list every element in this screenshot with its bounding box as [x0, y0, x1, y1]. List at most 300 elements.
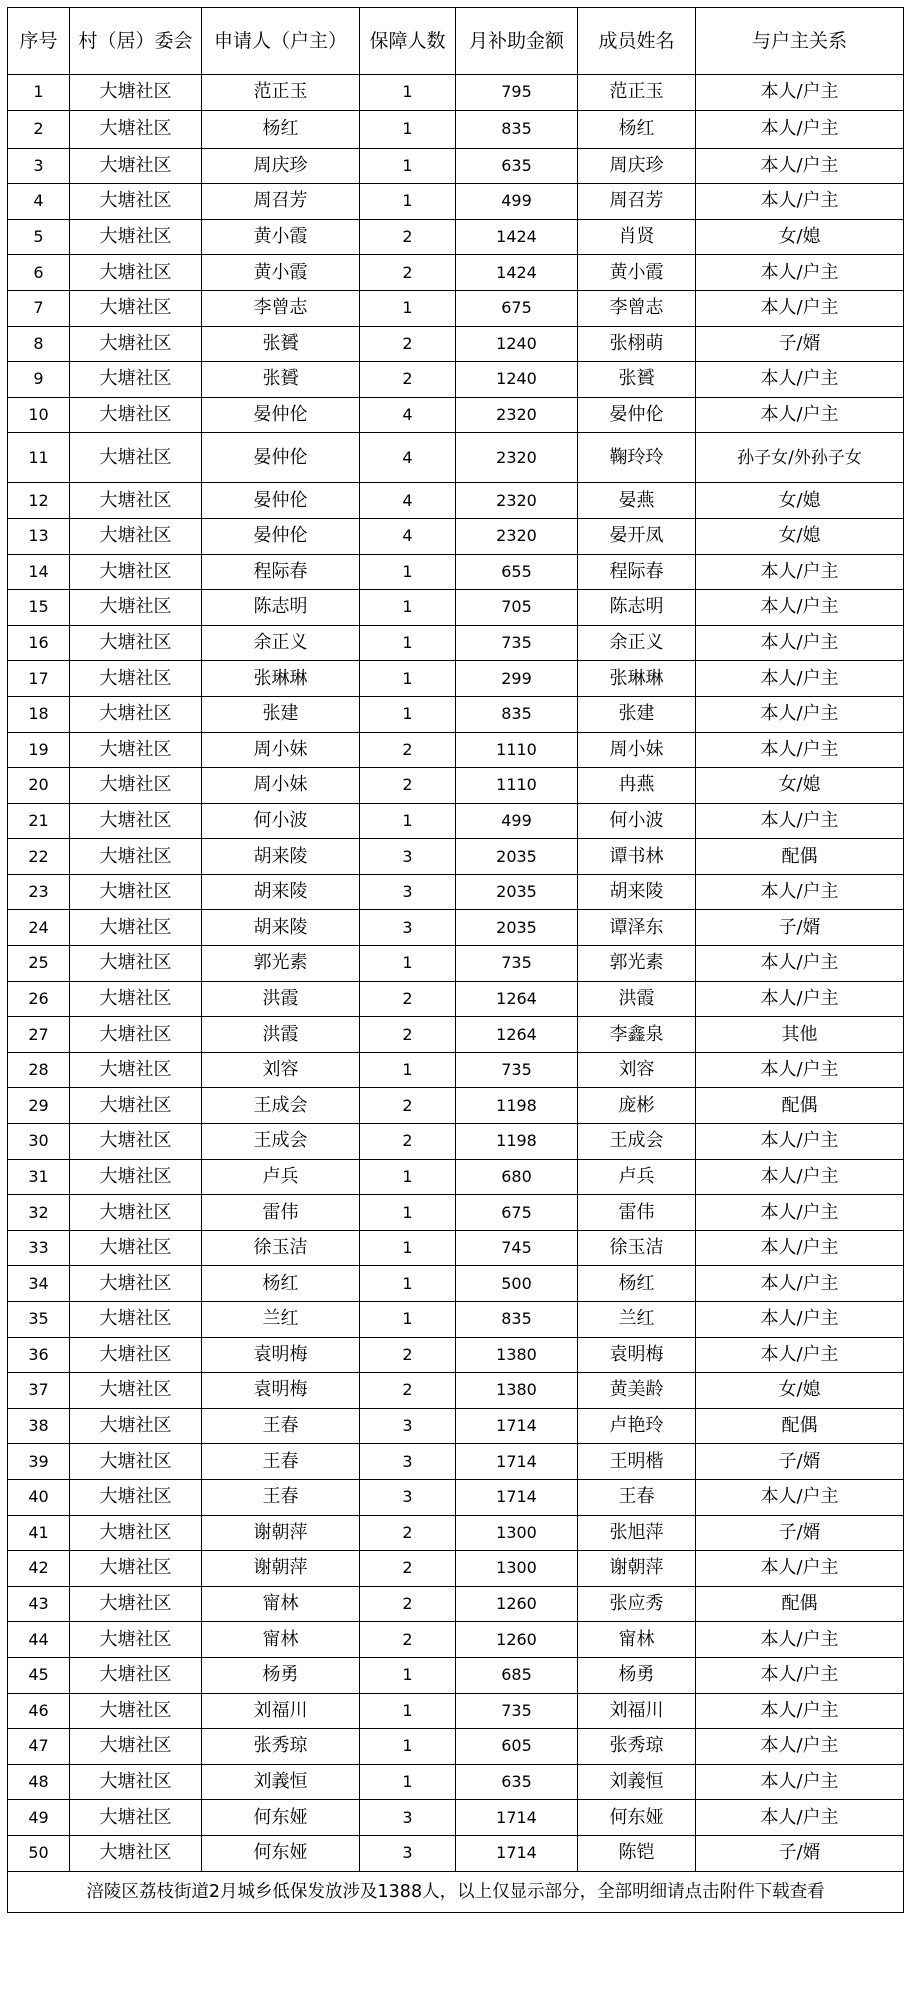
- table-row: [8, 1622, 904, 1658]
- cell-applicant: 袁明梅: [202, 1337, 360, 1373]
- cell-applicant: 周小妹: [202, 732, 360, 768]
- cell-member-name: 杨红: [578, 1266, 696, 1302]
- table-row: [8, 433, 904, 483]
- cell-applicant: 周召芳: [202, 184, 360, 220]
- cell-persons: 1: [360, 554, 456, 590]
- cell-persons: 1: [360, 184, 456, 220]
- cell-applicant: 兰红: [202, 1302, 360, 1338]
- table-row: [8, 1373, 904, 1409]
- cell-applicant: 王成会: [202, 1088, 360, 1124]
- cell-index: 42: [8, 1551, 70, 1587]
- cell-applicant: 胡来陵: [202, 910, 360, 946]
- table-body: [8, 75, 904, 1872]
- cell-committee: 大塘社区: [70, 1622, 202, 1658]
- table-row: [8, 518, 904, 554]
- cell-index: 46: [8, 1693, 70, 1729]
- cell-applicant: 王成会: [202, 1124, 360, 1160]
- table-row: [8, 1586, 904, 1622]
- cell-persons: 4: [360, 397, 456, 433]
- cell-applicant: 王春: [202, 1444, 360, 1480]
- cell-persons: 2: [360, 362, 456, 398]
- cell-index: 44: [8, 1622, 70, 1658]
- header-index: 序号: [8, 8, 70, 75]
- cell-member-name: 张栩萌: [578, 326, 696, 362]
- cell-committee: 大塘社区: [70, 1230, 202, 1266]
- cell-persons: 3: [360, 1444, 456, 1480]
- cell-relationship: 配偶: [696, 839, 904, 875]
- cell-committee: 大塘社区: [70, 1266, 202, 1302]
- cell-monthly-amount: 745: [456, 1230, 578, 1266]
- table-row: [8, 981, 904, 1017]
- cell-monthly-amount: 2035: [456, 839, 578, 875]
- cell-index: 32: [8, 1195, 70, 1231]
- cell-relationship: 本人/户主: [696, 1551, 904, 1587]
- cell-committee: 大塘社区: [70, 1337, 202, 1373]
- cell-committee: 大塘社区: [70, 290, 202, 326]
- cell-member-name: 杨勇: [578, 1657, 696, 1693]
- cell-relationship: 子/婿: [696, 1835, 904, 1871]
- cell-monthly-amount: 1380: [456, 1373, 578, 1409]
- cell-member-name: 卢兵: [578, 1159, 696, 1195]
- cell-relationship: 本人/户主: [696, 1337, 904, 1373]
- table-row: [8, 184, 904, 220]
- cell-committee: 大塘社区: [70, 1800, 202, 1836]
- cell-relationship: 本人/户主: [696, 981, 904, 1017]
- table-row: [8, 554, 904, 590]
- table-row: [8, 839, 904, 875]
- cell-persons: 4: [360, 483, 456, 519]
- cell-index: 27: [8, 1017, 70, 1053]
- cell-persons: 3: [360, 1479, 456, 1515]
- cell-relationship: 本人/户主: [696, 661, 904, 697]
- cell-monthly-amount: 2320: [456, 483, 578, 519]
- cell-relationship: 子/婿: [696, 1444, 904, 1480]
- table-row: [8, 483, 904, 519]
- table-row: [8, 946, 904, 982]
- cell-committee: 大塘社区: [70, 625, 202, 661]
- cell-relationship: 本人/户主: [696, 1622, 904, 1658]
- cell-relationship: 本人/户主: [696, 590, 904, 626]
- cell-persons: 1: [360, 1302, 456, 1338]
- table-row: [8, 1159, 904, 1195]
- cell-relationship: 本人/户主: [696, 75, 904, 111]
- cell-relationship: 本人/户主: [696, 1266, 904, 1302]
- cell-persons: 2: [360, 1622, 456, 1658]
- cell-monthly-amount: 1264: [456, 981, 578, 1017]
- cell-member-name: 谭泽东: [578, 910, 696, 946]
- cell-monthly-amount: 1714: [456, 1479, 578, 1515]
- table-row: [8, 1551, 904, 1587]
- cell-persons: 1: [360, 696, 456, 732]
- cell-relationship: 本人/户主: [696, 110, 904, 148]
- cell-index: 22: [8, 839, 70, 875]
- table-row: [8, 362, 904, 398]
- table-row: [8, 1195, 904, 1231]
- cell-index: 48: [8, 1764, 70, 1800]
- cell-committee: 大塘社区: [70, 184, 202, 220]
- cell-applicant: 张建: [202, 696, 360, 732]
- cell-member-name: 刘福川: [578, 1693, 696, 1729]
- table-row: [8, 625, 904, 661]
- cell-index: 45: [8, 1657, 70, 1693]
- cell-member-name: 张贇: [578, 362, 696, 398]
- cell-committee: 大塘社区: [70, 661, 202, 697]
- table-row: [8, 1444, 904, 1480]
- cell-applicant: 徐玉洁: [202, 1230, 360, 1266]
- cell-committee: 大塘社区: [70, 1551, 202, 1587]
- cell-relationship: 子/婿: [696, 326, 904, 362]
- cell-applicant: 刘義恒: [202, 1764, 360, 1800]
- cell-monthly-amount: 735: [456, 625, 578, 661]
- cell-monthly-amount: 299: [456, 661, 578, 697]
- cell-index: 12: [8, 483, 70, 519]
- cell-committee: 大塘社区: [70, 518, 202, 554]
- cell-applicant: 张贇: [202, 362, 360, 398]
- cell-applicant: 杨红: [202, 1266, 360, 1302]
- cell-persons: 2: [360, 732, 456, 768]
- cell-member-name: 李鑫泉: [578, 1017, 696, 1053]
- table-row: [8, 110, 904, 148]
- cell-member-name: 张建: [578, 696, 696, 732]
- cell-persons: 2: [360, 1124, 456, 1160]
- cell-monthly-amount: 500: [456, 1266, 578, 1302]
- cell-monthly-amount: 1714: [456, 1444, 578, 1480]
- cell-index: 33: [8, 1230, 70, 1266]
- cell-relationship: 本人/户主: [696, 1693, 904, 1729]
- cell-index: 17: [8, 661, 70, 697]
- cell-committee: 大塘社区: [70, 1408, 202, 1444]
- cell-applicant: 袁明梅: [202, 1373, 360, 1409]
- cell-applicant: 王春: [202, 1479, 360, 1515]
- cell-member-name: 胡来陵: [578, 874, 696, 910]
- cell-monthly-amount: 685: [456, 1657, 578, 1693]
- cell-monthly-amount: 835: [456, 696, 578, 732]
- cell-member-name: 雷伟: [578, 1195, 696, 1231]
- cell-relationship: 本人/户主: [696, 1195, 904, 1231]
- cell-committee: 大塘社区: [70, 910, 202, 946]
- table-row: [8, 1052, 904, 1088]
- table-row: [8, 290, 904, 326]
- cell-applicant: 张琳琳: [202, 661, 360, 697]
- cell-applicant: 洪霞: [202, 1017, 360, 1053]
- cell-relationship: 本人/户主: [696, 397, 904, 433]
- cell-index: 31: [8, 1159, 70, 1195]
- cell-monthly-amount: 705: [456, 590, 578, 626]
- cell-relationship: 女/媳: [696, 219, 904, 255]
- cell-committee: 大塘社区: [70, 1657, 202, 1693]
- cell-committee: 大塘社区: [70, 590, 202, 626]
- cell-committee: 大塘社区: [70, 874, 202, 910]
- cell-relationship: 孙子女/外孙子女: [696, 433, 904, 483]
- footer-note: 涪陵区荔枝街道2月城乡低保发放涉及1388人，以上仅显示部分，全部明细请点击附件下载查看: [8, 1871, 904, 1912]
- cell-monthly-amount: 1300: [456, 1515, 578, 1551]
- cell-member-name: 张旭萍: [578, 1515, 696, 1551]
- cell-monthly-amount: 1380: [456, 1337, 578, 1373]
- cell-committee: 大塘社区: [70, 1195, 202, 1231]
- subsidy-roster-table: [7, 7, 904, 1913]
- cell-member-name: 杨红: [578, 110, 696, 148]
- cell-committee: 大塘社区: [70, 326, 202, 362]
- cell-monthly-amount: 795: [456, 75, 578, 111]
- cell-relationship: 女/媳: [696, 518, 904, 554]
- cell-applicant: 陈志明: [202, 590, 360, 626]
- cell-member-name: 周小妹: [578, 732, 696, 768]
- cell-relationship: 配偶: [696, 1088, 904, 1124]
- cell-index: 39: [8, 1444, 70, 1480]
- cell-persons: 1: [360, 148, 456, 184]
- cell-index: 3: [8, 148, 70, 184]
- table-row: [8, 1266, 904, 1302]
- cell-member-name: 程际春: [578, 554, 696, 590]
- cell-committee: 大塘社区: [70, 362, 202, 398]
- cell-index: 20: [8, 768, 70, 804]
- cell-member-name: 兰红: [578, 1302, 696, 1338]
- cell-relationship: 本人/户主: [696, 255, 904, 291]
- cell-persons: 2: [360, 1551, 456, 1587]
- cell-index: 21: [8, 803, 70, 839]
- cell-monthly-amount: 735: [456, 946, 578, 982]
- cell-member-name: 陈志明: [578, 590, 696, 626]
- cell-applicant: 张秀琼: [202, 1729, 360, 1765]
- cell-member-name: 王明楷: [578, 1444, 696, 1480]
- cell-index: 6: [8, 255, 70, 291]
- cell-index: 47: [8, 1729, 70, 1765]
- cell-index: 34: [8, 1266, 70, 1302]
- table-row: [8, 1230, 904, 1266]
- cell-member-name: 谢朝萍: [578, 1551, 696, 1587]
- table-row: [8, 732, 904, 768]
- cell-applicant: 黄小霞: [202, 219, 360, 255]
- cell-index: 7: [8, 290, 70, 326]
- cell-applicant: 郭光素: [202, 946, 360, 982]
- cell-index: 50: [8, 1835, 70, 1871]
- cell-index: 28: [8, 1052, 70, 1088]
- cell-persons: 2: [360, 768, 456, 804]
- table-row: [8, 397, 904, 433]
- cell-applicant: 张贇: [202, 326, 360, 362]
- cell-committee: 大塘社区: [70, 1835, 202, 1871]
- cell-persons: 2: [360, 1017, 456, 1053]
- cell-member-name: 张应秀: [578, 1586, 696, 1622]
- cell-applicant: 杨红: [202, 110, 360, 148]
- cell-member-name: 谭书林: [578, 839, 696, 875]
- header-persons: 保障人数: [360, 8, 456, 75]
- cell-applicant: 王春: [202, 1408, 360, 1444]
- cell-applicant: 谢朝萍: [202, 1515, 360, 1551]
- cell-index: 36: [8, 1337, 70, 1373]
- cell-applicant: 晏仲伦: [202, 397, 360, 433]
- cell-applicant: 晏仲伦: [202, 433, 360, 483]
- cell-committee: 大塘社区: [70, 1052, 202, 1088]
- table-row: [8, 1800, 904, 1836]
- cell-member-name: 晏燕: [578, 483, 696, 519]
- cell-relationship: 本人/户主: [696, 1302, 904, 1338]
- cell-index: 49: [8, 1800, 70, 1836]
- cell-relationship: 本人/户主: [696, 362, 904, 398]
- cell-applicant: 胡来陵: [202, 839, 360, 875]
- cell-applicant: 周小妹: [202, 768, 360, 804]
- cell-member-name: 李曾志: [578, 290, 696, 326]
- cell-relationship: 本人/户主: [696, 1159, 904, 1195]
- cell-committee: 大塘社区: [70, 839, 202, 875]
- cell-monthly-amount: 2035: [456, 910, 578, 946]
- cell-applicant: 甯林: [202, 1586, 360, 1622]
- table-row: [8, 1657, 904, 1693]
- cell-member-name: 鞠玲玲: [578, 433, 696, 483]
- cell-persons: 1: [360, 661, 456, 697]
- cell-monthly-amount: 835: [456, 1302, 578, 1338]
- cell-committee: 大塘社区: [70, 554, 202, 590]
- cell-applicant: 卢兵: [202, 1159, 360, 1195]
- cell-member-name: 庞彬: [578, 1088, 696, 1124]
- cell-applicant: 甯林: [202, 1622, 360, 1658]
- table-row: [8, 1729, 904, 1765]
- cell-persons: 2: [360, 1515, 456, 1551]
- cell-committee: 大塘社区: [70, 219, 202, 255]
- cell-monthly-amount: 1260: [456, 1586, 578, 1622]
- cell-applicant: 刘容: [202, 1052, 360, 1088]
- table-row: [8, 1302, 904, 1338]
- cell-member-name: 晏开凤: [578, 518, 696, 554]
- cell-committee: 大塘社区: [70, 768, 202, 804]
- cell-committee: 大塘社区: [70, 433, 202, 483]
- cell-persons: 1: [360, 1764, 456, 1800]
- cell-applicant: 胡来陵: [202, 874, 360, 910]
- cell-monthly-amount: 1714: [456, 1835, 578, 1871]
- table-row: [8, 75, 904, 111]
- cell-relationship: 配偶: [696, 1408, 904, 1444]
- cell-relationship: 本人/户主: [696, 803, 904, 839]
- cell-monthly-amount: 675: [456, 1195, 578, 1231]
- cell-committee: 大塘社区: [70, 946, 202, 982]
- cell-member-name: 刘容: [578, 1052, 696, 1088]
- cell-persons: 2: [360, 1586, 456, 1622]
- table-row: [8, 1337, 904, 1373]
- cell-persons: 1: [360, 1052, 456, 1088]
- cell-index: 41: [8, 1515, 70, 1551]
- cell-monthly-amount: 735: [456, 1052, 578, 1088]
- cell-relationship: 本人/户主: [696, 290, 904, 326]
- cell-index: 1: [8, 75, 70, 111]
- cell-committee: 大塘社区: [70, 1124, 202, 1160]
- cell-committee: 大塘社区: [70, 110, 202, 148]
- cell-monthly-amount: 2320: [456, 518, 578, 554]
- cell-monthly-amount: 635: [456, 1764, 578, 1800]
- cell-relationship: 女/媳: [696, 768, 904, 804]
- table-row: [8, 1088, 904, 1124]
- cell-monthly-amount: 499: [456, 184, 578, 220]
- cell-member-name: 肖贤: [578, 219, 696, 255]
- cell-index: 24: [8, 910, 70, 946]
- cell-applicant: 李曾志: [202, 290, 360, 326]
- table-row: [8, 1693, 904, 1729]
- cell-monthly-amount: 635: [456, 148, 578, 184]
- cell-persons: 2: [360, 219, 456, 255]
- cell-relationship: 本人/户主: [696, 1800, 904, 1836]
- table-row: [8, 696, 904, 732]
- cell-committee: 大塘社区: [70, 1729, 202, 1765]
- cell-applicant: 杨勇: [202, 1657, 360, 1693]
- cell-applicant: 何小波: [202, 803, 360, 839]
- cell-monthly-amount: 1110: [456, 732, 578, 768]
- cell-member-name: 甯林: [578, 1622, 696, 1658]
- cell-applicant: 刘福川: [202, 1693, 360, 1729]
- cell-index: 37: [8, 1373, 70, 1409]
- cell-index: 26: [8, 981, 70, 1017]
- cell-persons: 1: [360, 1693, 456, 1729]
- cell-relationship: 本人/户主: [696, 874, 904, 910]
- table-row: [8, 1124, 904, 1160]
- table-row: [8, 1764, 904, 1800]
- cell-committee: 大塘社区: [70, 1764, 202, 1800]
- cell-index: 43: [8, 1586, 70, 1622]
- cell-committee: 大塘社区: [70, 1515, 202, 1551]
- table-row: [8, 1017, 904, 1053]
- cell-persons: 2: [360, 981, 456, 1017]
- cell-index: 15: [8, 590, 70, 626]
- cell-index: 14: [8, 554, 70, 590]
- cell-persons: 4: [360, 433, 456, 483]
- cell-monthly-amount: 835: [456, 110, 578, 148]
- cell-relationship: 本人/户主: [696, 696, 904, 732]
- cell-index: 30: [8, 1124, 70, 1160]
- cell-monthly-amount: 1198: [456, 1088, 578, 1124]
- header-monthly-amount: 月补助金额: [456, 8, 578, 75]
- cell-committee: 大塘社区: [70, 1444, 202, 1480]
- cell-persons: 2: [360, 1088, 456, 1124]
- cell-persons: 1: [360, 1230, 456, 1266]
- table-row: [8, 326, 904, 362]
- cell-monthly-amount: 1424: [456, 255, 578, 291]
- cell-committee: 大塘社区: [70, 397, 202, 433]
- cell-member-name: 黄小霞: [578, 255, 696, 291]
- cell-index: 13: [8, 518, 70, 554]
- cell-relationship: 女/媳: [696, 1373, 904, 1409]
- table-row: [8, 1835, 904, 1871]
- cell-monthly-amount: 2035: [456, 874, 578, 910]
- cell-index: 2: [8, 110, 70, 148]
- cell-relationship: 其他: [696, 1017, 904, 1053]
- cell-monthly-amount: 1260: [456, 1622, 578, 1658]
- cell-relationship: 本人/户主: [696, 946, 904, 982]
- cell-applicant: 黄小霞: [202, 255, 360, 291]
- cell-persons: 2: [360, 1337, 456, 1373]
- cell-monthly-amount: 1240: [456, 362, 578, 398]
- cell-committee: 大塘社区: [70, 255, 202, 291]
- cell-monthly-amount: 2320: [456, 397, 578, 433]
- cell-relationship: 本人/户主: [696, 1230, 904, 1266]
- cell-persons: 3: [360, 874, 456, 910]
- cell-member-name: 冉燕: [578, 768, 696, 804]
- table-row: [8, 1479, 904, 1515]
- cell-monthly-amount: 1264: [456, 1017, 578, 1053]
- cell-relationship: 子/婿: [696, 1515, 904, 1551]
- header-committee: 村（居）委会: [70, 8, 202, 75]
- cell-index: 35: [8, 1302, 70, 1338]
- table-row: [8, 1408, 904, 1444]
- table-row: [8, 255, 904, 291]
- cell-member-name: 何小波: [578, 803, 696, 839]
- cell-relationship: 本人/户主: [696, 1764, 904, 1800]
- cell-persons: 3: [360, 1835, 456, 1871]
- cell-relationship: 本人/户主: [696, 554, 904, 590]
- cell-relationship: 本人/户主: [696, 1479, 904, 1515]
- cell-applicant: 程际春: [202, 554, 360, 590]
- cell-persons: 2: [360, 326, 456, 362]
- cell-member-name: 周召芳: [578, 184, 696, 220]
- cell-relationship: 本人/户主: [696, 148, 904, 184]
- cell-monthly-amount: 1110: [456, 768, 578, 804]
